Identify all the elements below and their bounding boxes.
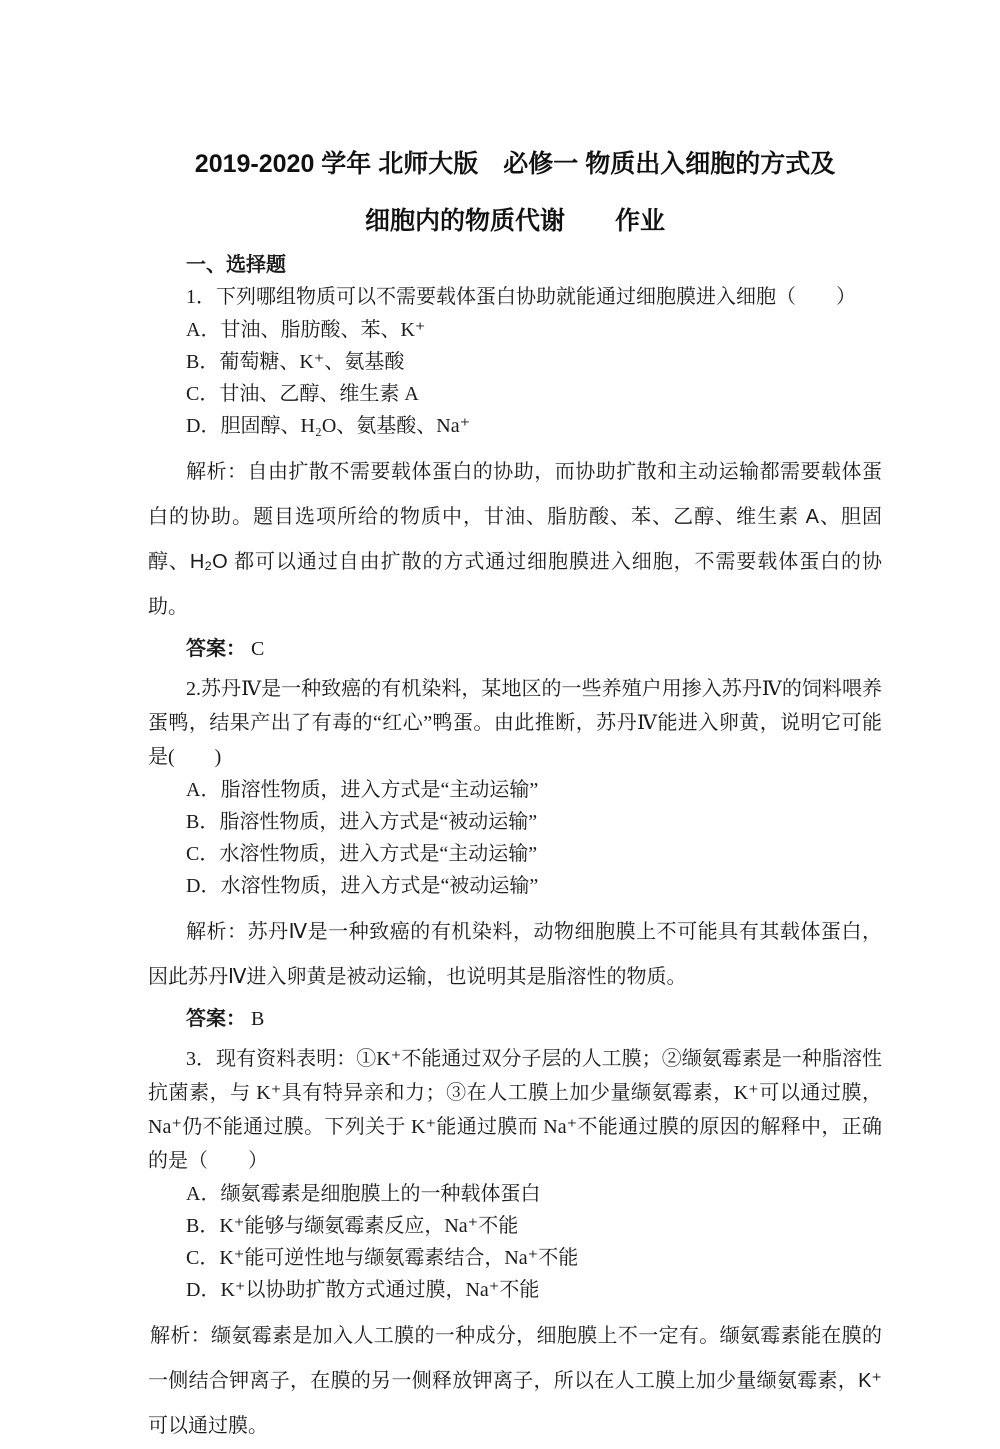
question-3-option-c: C．K⁺能可逆性地与缬氨霉素结合，Na⁺不能 (186, 1247, 579, 1269)
question-3-analysis: 解析：缬氨霉素是加入人工膜的一种成分，细胞膜上不一定有。缬氨霉素能在膜的一侧结合钾离子，在膜的另一侧释放钾离子，所以在人工膜上加少量缬氨霉素，K⁺可以通过膜。 (148, 1325, 882, 1437)
question-3-option-d: D．K⁺以协助扩散方式通过膜，Na⁺不能 (186, 1279, 540, 1301)
question-3-option-a: A．缬氨霉素是细胞膜上的一种载体蛋白 (186, 1183, 541, 1205)
question-2-option-a: A．脂溶性物质，进入方式是“主动运输” (186, 779, 539, 801)
question-2-stem: 2.苏丹Ⅳ是一种致癌的有机染料，某地区的一些养殖户用掺入苏丹Ⅳ的饲料喂养蛋鸭，结果产出了有毒的“红心”鸭蛋。由此推断，苏丹Ⅳ能进入卵黄，说明它可能是( ) (148, 678, 882, 768)
question-2-option-c: C．水溶性物质，进入方式是“主动运输” (186, 843, 538, 865)
answer-value: B (251, 1008, 265, 1030)
question-1-stem: 1．下列哪组物质可以不需要载体蛋白协助就能通过细胞膜进入细胞（ ） (186, 286, 856, 308)
answer-value: C (251, 638, 265, 660)
question-1-answer (148, 632, 882, 666)
question-2-answer (148, 1002, 882, 1036)
question-2-option-b: B．脂溶性物质，进入方式是“被动运输” (186, 811, 538, 833)
question-1-option-a: A．甘油、脂肪酸、苯、K⁺ (186, 319, 426, 341)
question-2-analysis: 解析：苏丹Ⅳ是一种致癌的有机染料，动物细胞膜上不可能具有其载体蛋白，因此苏丹Ⅳ进入卵黄是被动运输，也说明其是脂溶性的物质。 (148, 921, 882, 988)
question-3-option-b: B．K⁺能够与缬氨霉素反应，Na⁺不能 (186, 1215, 519, 1237)
answer-label: 答案： (186, 638, 246, 660)
question-3-stem: 3．现有资料表明：①K⁺不能通过双分子层的人工膜；②缬氨霉素是一种脂溶性抗菌素，与 K⁺具有特异亲和力；③在人工膜上加少量缬氨霉素，K⁺可以通过膜，Na⁺仍不能通过膜。下列关于 K⁺能通过膜而 Na⁺不能通过膜的原因的解释中，正确的是（ ） (148, 1048, 882, 1172)
answer-label: 答案： (186, 1008, 246, 1030)
question-2 (148, 672, 882, 1036)
question-1-option-c: C．甘油、乙醇、维生素 A (186, 383, 419, 405)
question-1 (148, 280, 882, 666)
question-2-option-d: D．水溶性物质，进入方式是“被动运输” (186, 875, 539, 897)
question-1-analysis: 解析：自由扩散不需要载体蛋白的协助，而协助扩散和主动运输都需要载体蛋白的协助。题目选项所给的物质中，甘油、脂肪酸、苯、乙醇、维生素 A、胆固醇、H₂O 都可以通过自由扩散的方式通过细胞膜进入细胞，不需要载体蛋白的协助。 (148, 461, 882, 618)
question-1-option-d: D．胆固醇、H₂O、氨基酸、Na⁺ (186, 415, 471, 437)
page-title (148, 136, 882, 250)
question-3 (148, 1042, 882, 1449)
title-line-2: 细胞内的物质代谢 作业 (364, 207, 665, 235)
section-header: 一、选择题 (186, 254, 286, 276)
title-line-1: 2019-2020 学年 北师大版 必修一 物质出入细胞的方式及 (194, 150, 836, 178)
question-1-option-b: B．葡萄糖、K⁺、氨基酸 (186, 351, 405, 373)
